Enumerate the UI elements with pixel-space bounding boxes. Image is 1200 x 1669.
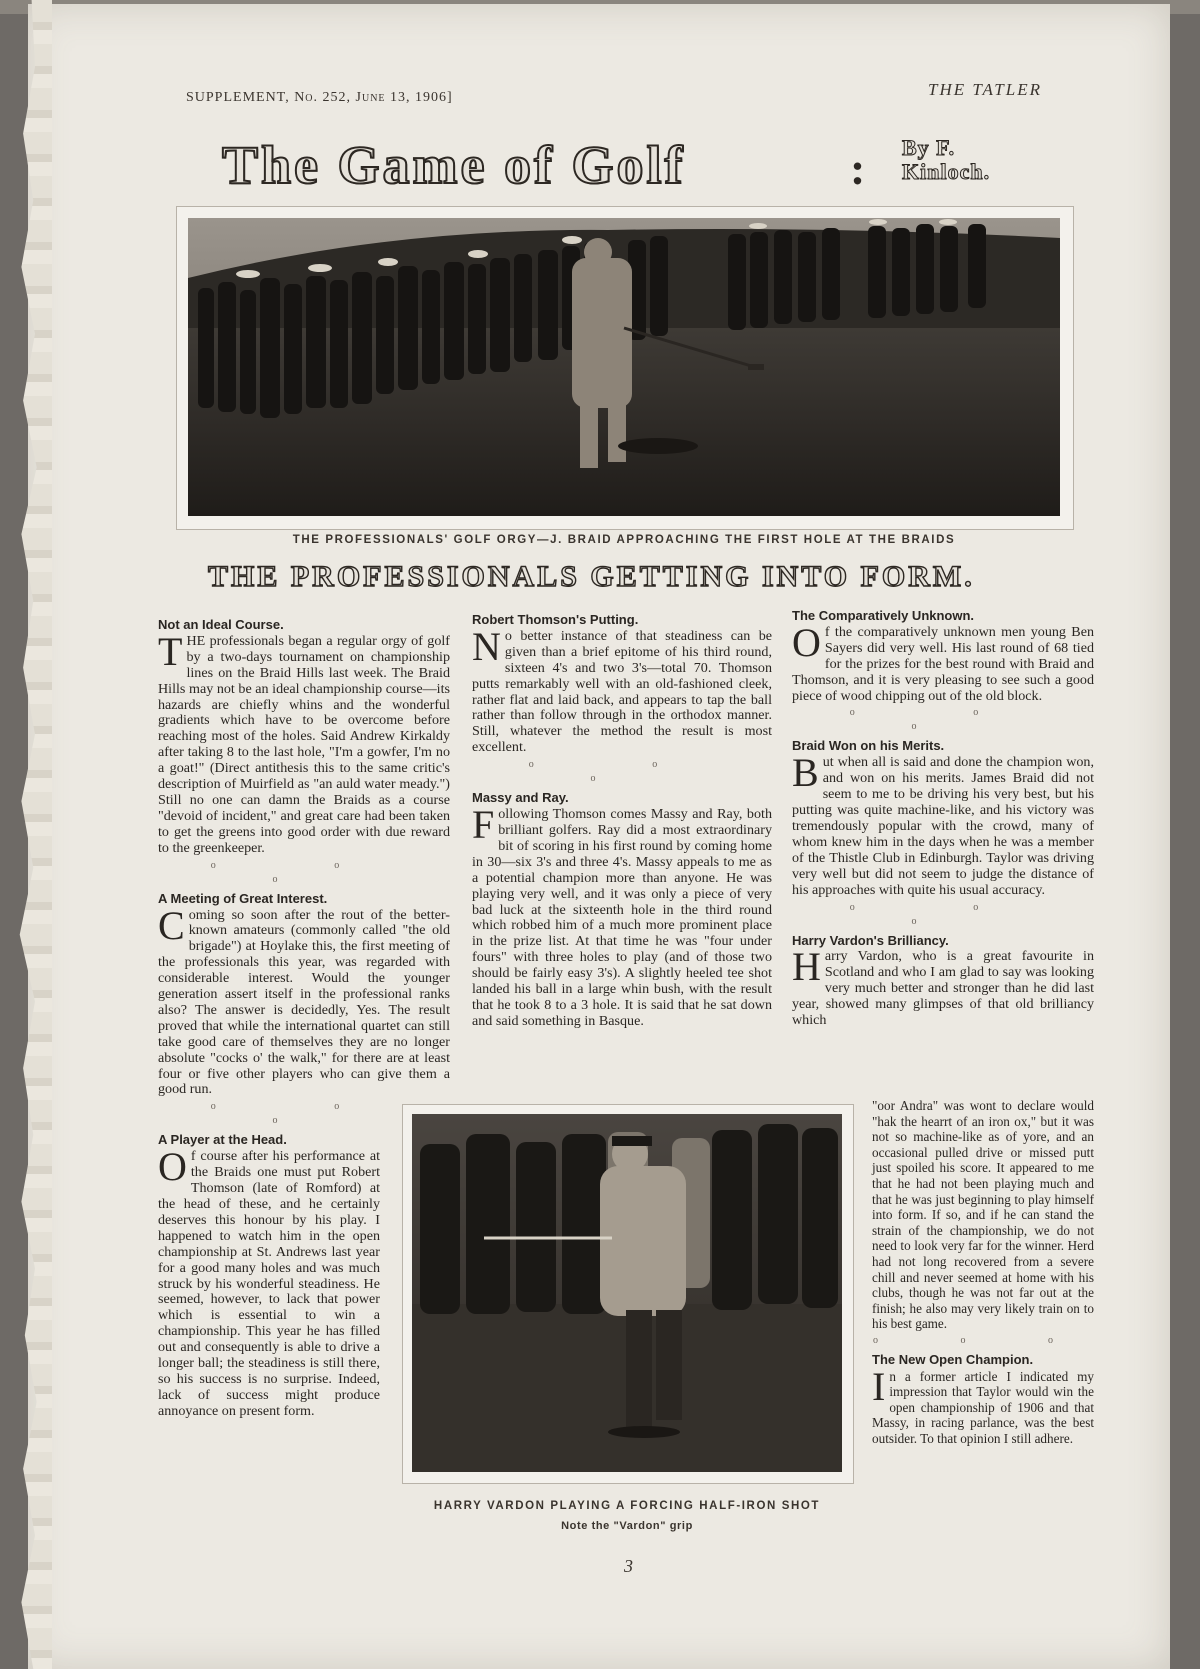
column-3 <box>792 608 1094 1029</box>
column-2 <box>472 612 772 1030</box>
section-body <box>792 619 1094 705</box>
section-heading: Massy and Ray. <box>472 790 569 806</box>
section-body <box>792 750 1094 898</box>
drop-cap: I <box>872 1363 886 1409</box>
section-vardon-brilliancy <box>792 933 1094 1029</box>
section-text: f course after his performance at the Braids one must put Robert Thomson (late of Romford) at the head of these, and he certainly deserves this honour by his play. I happened to watch him in the open championship at St. Andrews last year for a good many holes and was much struck by his wonderful steadiness. He seemed, however, to lack that power which is essential to win a championship. This year he has filled out and consequently is able to drive a longer ball; the steadiness is still there, so his success is no surprise. Indeed, lack of success might produce annoyance on present form. <box>158 1148 380 1419</box>
byline <box>902 136 990 184</box>
publication-header: THE TATLER <box>928 80 1042 99</box>
section-new-open-champion <box>872 1352 1094 1447</box>
section-text: o better instance of that steadiness can be given than a brief epitome of his third round, sixteen 4's and two 3's—total 70. Thomson putts remarkably well with an old-fashioned cleek, rather flat and laid back, and appears to tap the ball rather than follow through in the orthodox manner. Still, whatever the method the result is most excellent. <box>472 627 772 756</box>
section-not-ideal-course <box>158 617 450 857</box>
vardon-swing-image <box>412 1114 842 1472</box>
article-title: The Game of Golf <box>222 135 686 195</box>
top-photo-caption: THE PROFESSIONALS' GOLF ORGY—J. BRAID APPROACHING THE FIRST HOLE AT THE BRAIDS <box>292 534 956 546</box>
section-braid-won <box>792 738 1094 898</box>
page-number: 3 <box>624 1556 633 1576</box>
section-body <box>472 802 772 1030</box>
section-massy-ray <box>472 790 772 1030</box>
section-body <box>792 944 1094 1029</box>
section-player-at-head <box>158 1132 380 1419</box>
section-body <box>472 623 772 756</box>
section-text: arry Vardon, who is a great favourite in Scotland and who I am glad to say was looking very much better and stronger than he did last year, showed many glimpses of that old brilliancy which <box>792 948 1094 1029</box>
section-heading: Robert Thomson's Putting. <box>472 612 639 627</box>
section-text: f the comparatively unknown men young Ben Sayers did very well. His last round of 68 tied for the prizes for the best round with Braid and Thomson, and it is very pleasing to see such a good piece of wood chipping out of the old block. <box>792 623 1094 704</box>
section-text: ut when all is said and done the champion won, and won on his merits. James Braid did not seem to me to be driving his very best, but his putting was quite machine-like, and his victory was tremendously popular with the crowd, many of whom knew him in the days when he was a member of the Thistle Club in Edinburgh. Taylor was driving very well but did not seem to judge the distance of his approaches with quite his usual accuracy. <box>792 754 1094 898</box>
section-text: HE professionals began a regular orgy of golf by a two-days tournament on championship lines on the Braid Hills last week. The Braid Hills may not be an ideal championship course—its hazards are chiefly whins and the wonderful gradients which have to be overcome before reaching most of the holes. Said Andrew Kirkaldy after taking 8 to the last hole, "I'm a gowfer, I'm no a goat!" (Direct antithesis this to the same critic's description of Muirfield as "an auld water meady.") Still no one can damn the Braids as a course "devoid of incident," and great care had been taken to get the greens into good order with due reward to the greenkeeper. <box>158 632 450 856</box>
ornament-divider: o o o <box>849 901 1037 927</box>
section-text: n a former article I indicated my impression that Taylor would win the open championship of 1906 and that Massy, in racing parlance, was the best outsider. To that opinion I still adhere. <box>872 1368 1094 1446</box>
drop-cap: O <box>158 1144 187 1190</box>
ornament-divider: o o o <box>210 859 398 885</box>
ornament-divider: o o o <box>873 1334 1093 1346</box>
byline-by: By F. <box>902 135 956 160</box>
byline-author: Kinloch. <box>902 159 991 184</box>
section-body <box>872 1363 1094 1447</box>
section-body <box>158 902 450 1099</box>
drop-cap: H <box>792 944 821 990</box>
golf-crowd-image <box>188 218 1060 516</box>
section-text: "oor Andra" was wont to declare would "hak the hearrt of an iron ox," but it was not so machine-like as of yore, and an occasional pulled drive or missed putt just spoiled his score. It appeared to me that he had not been playing much and that he was just beginning to play himself into form. If so, and if he can stand the strain of the championship, we do not need to look very far for the winner. Herd had not long recovered from a severe chill and never seemed at home with his clubs, though he was not far out at the finish; he also may very likely train on to his best game. <box>872 1098 1094 1332</box>
bottom-photo-caption: HARRY VARDON PLAYING A FORCING HALF-IRON SHOT <box>433 1500 821 1512</box>
drop-cap: C <box>158 902 185 948</box>
drop-cap: B <box>792 750 819 796</box>
ornament-divider: o o o <box>528 759 716 785</box>
section-comparatively-unknown <box>792 608 1094 704</box>
section-heading: A Player at the Head. <box>158 1132 287 1148</box>
bottom-photo-subcaption: Note the "Vardon" grip <box>561 1520 693 1532</box>
supplement-header: SUPPLEMENT, No. 252, June 13, 1906] <box>186 90 453 105</box>
torn-left-edge <box>18 0 52 1669</box>
section-heading: The Comparatively Unknown. <box>792 608 975 623</box>
section-heading: A Meeting of Great Interest. <box>158 890 328 906</box>
drop-cap: N <box>472 623 501 669</box>
column-3-continued <box>872 1098 1094 1446</box>
section-heading: Braid Won on his Merits. <box>792 738 945 754</box>
ornament-divider: o o o <box>849 707 1037 733</box>
drop-cap: F <box>472 802 495 848</box>
section-body <box>872 1098 1094 1332</box>
section-heading: The New Open Champion. <box>872 1351 1034 1367</box>
drop-cap: O <box>792 619 821 665</box>
article-subtitle: THE PROFESSIONALS GETTING INTO FORM. <box>208 560 975 593</box>
bottom-photo <box>412 1114 842 1472</box>
section-heading: Not an Ideal Course. <box>158 617 284 632</box>
section-meeting <box>158 891 450 1099</box>
section-heading: Harry Vardon's Brilliancy. <box>792 932 949 948</box>
drop-cap: T <box>158 628 183 674</box>
section-text: ollowing Thomson comes Massy and Ray, both brilliant golfers. Ray did a most extraordinary bit of scoring in his first round by coming home in 30—six 3's and three 4's. Massy appeals to me as a potential champion more than anyone. He was playing very well, and it was only a piece of very bad luck at the sixteenth hole in the third round which robbed him of a much more prominent place in the prize list. At that time he was "four under fours" with three holes to play (and of those two should be fairly easy 3's). A slightly heeled tee shot landed his ball in a large whin bush, with the result that he took 8 to a 3 hole. It is said that he sat down and said something in Basque. <box>472 806 772 1029</box>
ornament-divider: o o o <box>210 1101 398 1127</box>
section-text: oming so soon after the rout of the better-known amateurs (commonly called "the old brigade") at Hoylake this, the first meeting of the professionals this year, was regarded with considerable interest. Would the younger generation assert itself in the professional ranks also? The answer is decidedly, Yes. The result proved that while the international quartet can still take good care of themselves they are no longer absolute "cocks o' the walk," for there are at least four or five other players who can give them a good run. <box>158 906 450 1098</box>
title-colon: : <box>850 143 866 194</box>
top-photo <box>188 218 1060 516</box>
section-body <box>158 628 450 857</box>
section-body <box>158 1144 380 1419</box>
section-thomson-putting <box>472 612 772 756</box>
